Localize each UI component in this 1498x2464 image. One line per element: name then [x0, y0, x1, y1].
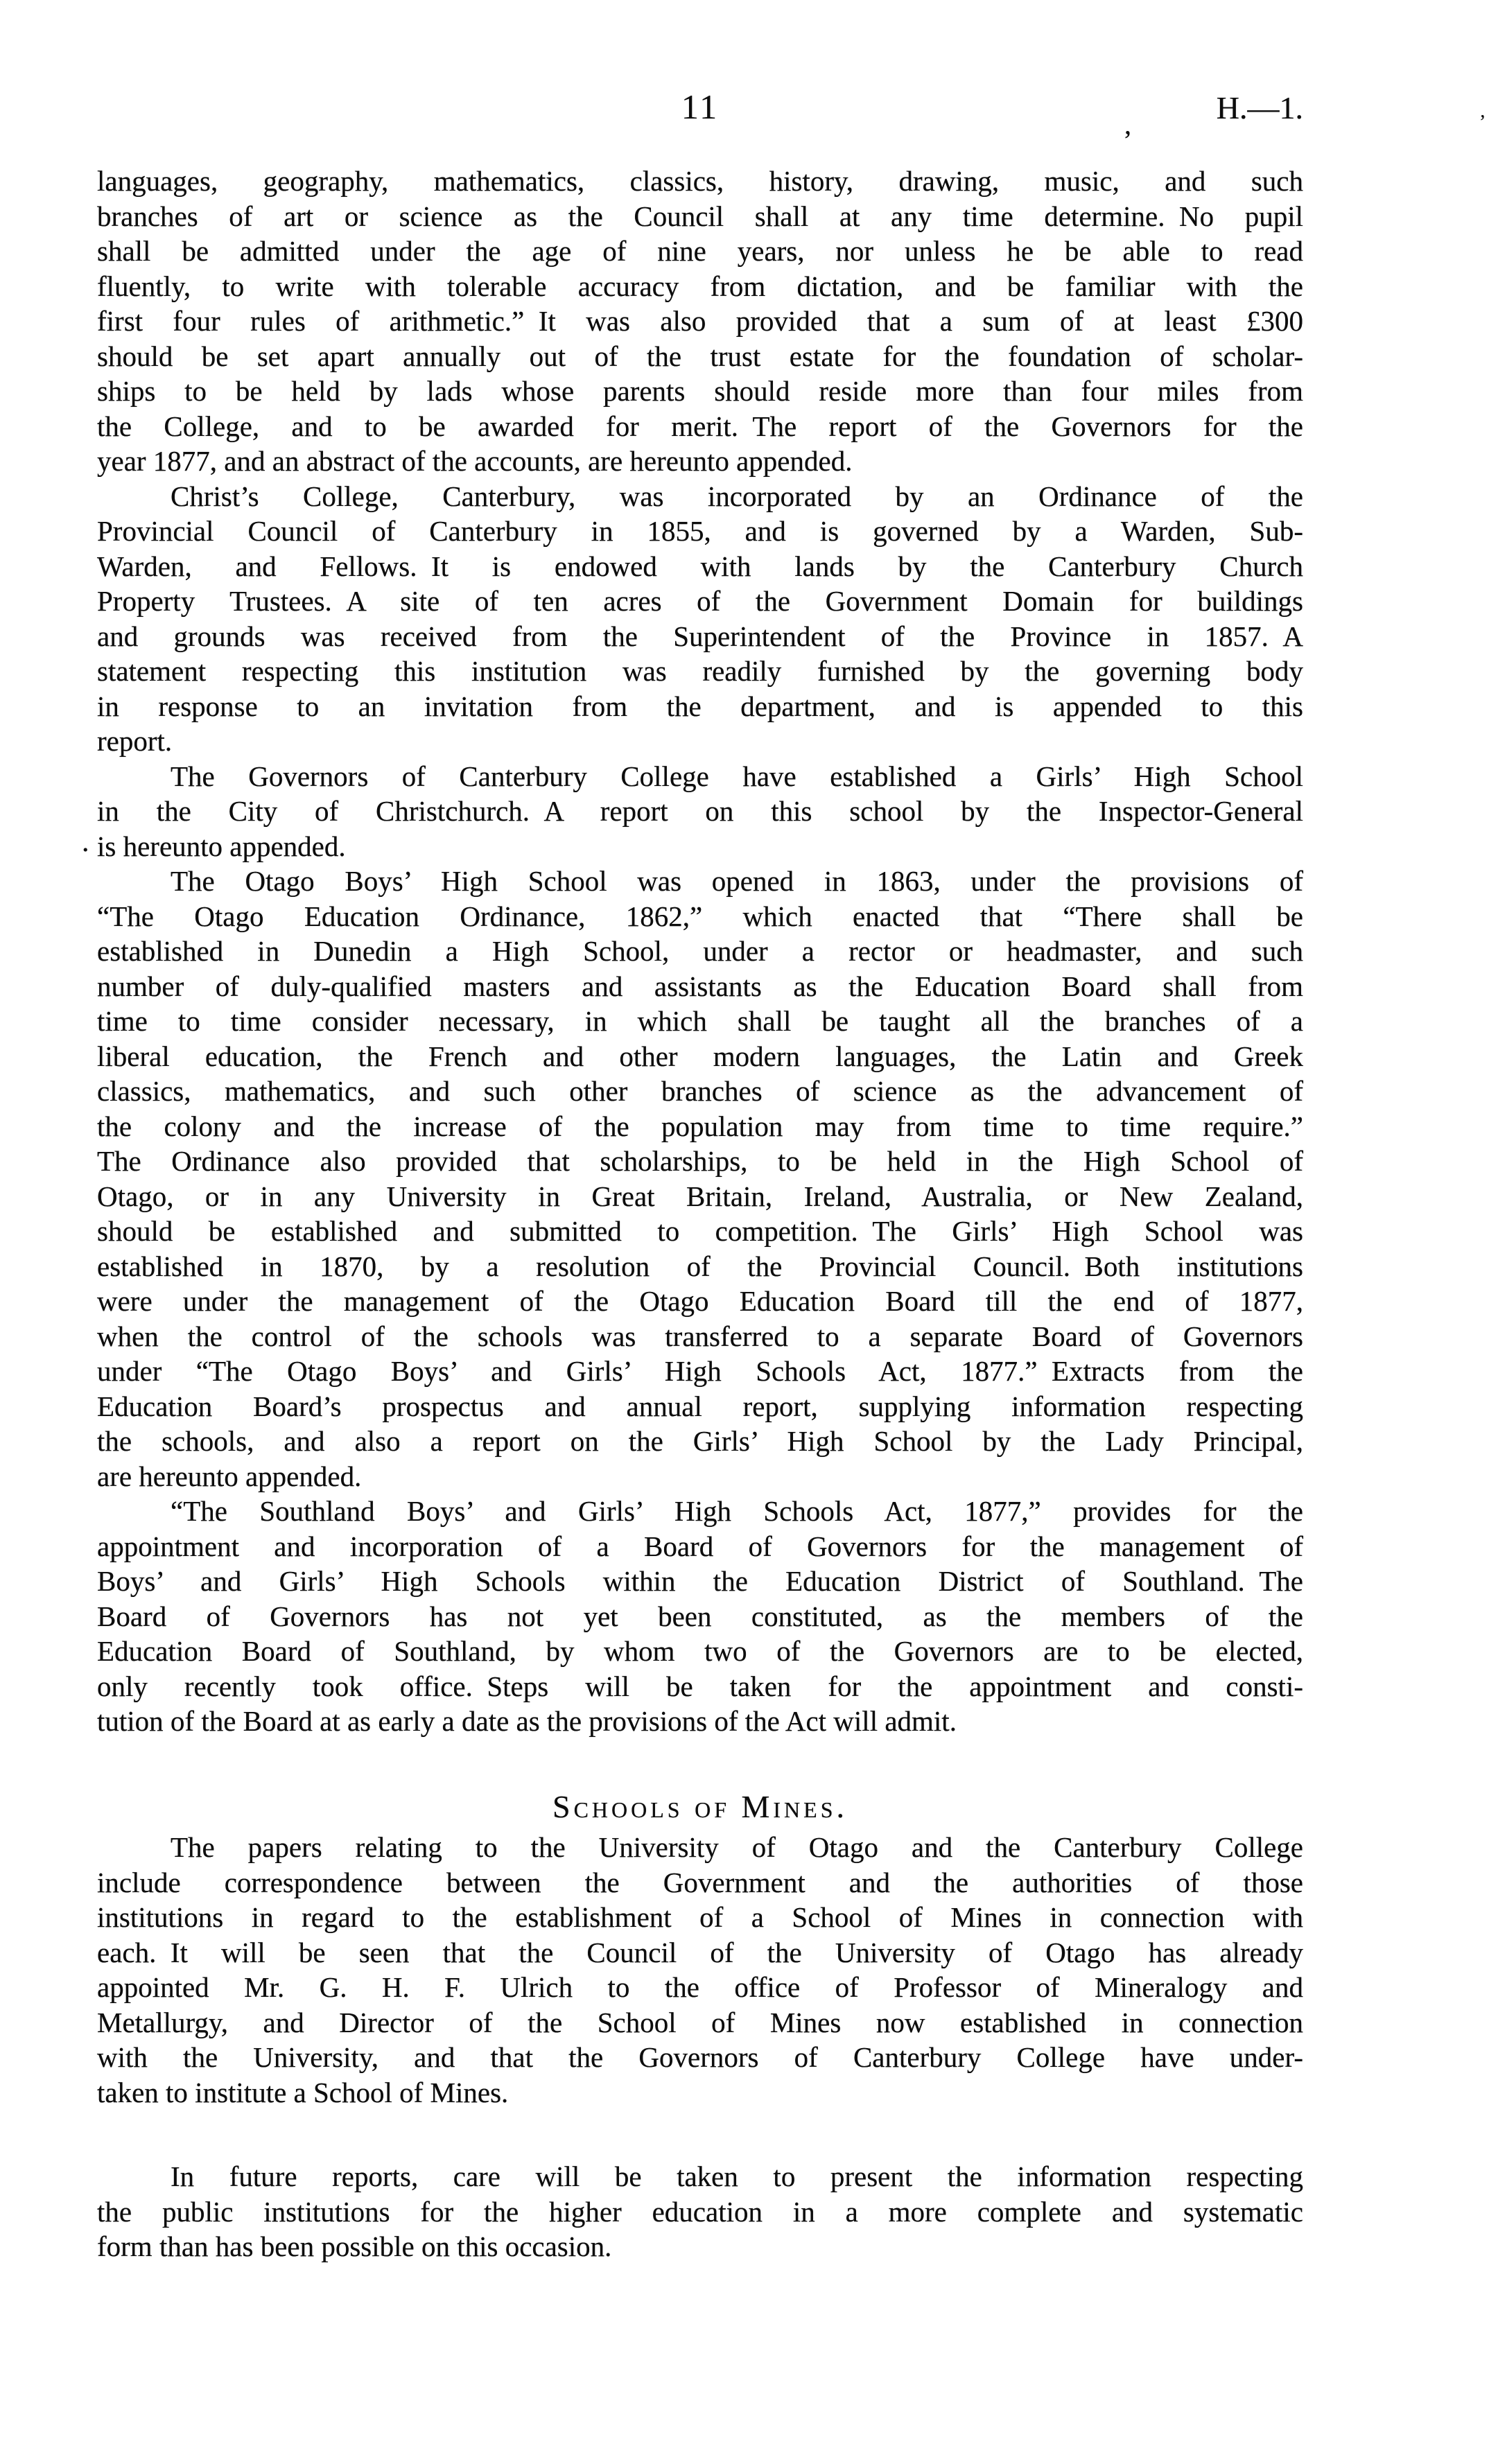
- text-line: under “The Otago Boys’ and Girls’ High Schools Act, 1877.” Extracts from the: [97, 1355, 1303, 1387]
- text-line: statement respecting this institution was readily furnished by the governing body: [97, 655, 1303, 687]
- text-line: and grounds was received from the Superintendent of the Province in 1857. A: [97, 620, 1303, 652]
- page-number: 11: [681, 87, 720, 126]
- text-line: The Otago Boys’ High School was opened in 1863, under the provisions of: [171, 865, 1303, 897]
- text-line: established in 1870, by a resolution of the Provincial Council. Both institutions: [97, 1250, 1303, 1282]
- paragraph: [97, 759, 1303, 864]
- paragraph: [97, 864, 1303, 1494]
- text-line: Education Board of Southland, by whom two of the Governors are to be elected,: [97, 1635, 1303, 1667]
- text-line: with the University, and that the Governors of Canterbury College have under-: [97, 2041, 1303, 2073]
- text-line: The Governors of Canterbury College have established a Girls’ High School: [171, 760, 1303, 792]
- text-line: Metallurgy, and Director of the School of Mines now established in connection: [97, 2006, 1303, 2038]
- text-line: when the control of the schools was transferred to a separate Board of Governors: [97, 1320, 1303, 1352]
- text-line: “The Southland Boys’ and Girls’ High Schools Act, 1877,” provides for the: [171, 1495, 1303, 1527]
- paragraph: [97, 1830, 1303, 2110]
- document-body: [97, 164, 1303, 2264]
- text-line: are hereunto appended.: [97, 1460, 362, 1492]
- text-line: in the City of Christchurch. A report on this school by the Inspector-General: [97, 795, 1303, 827]
- scan-artifact: ’: [1479, 112, 1486, 133]
- text-line: Boys’ and Girls’ High Schools within the Education District of Southland. The: [97, 1565, 1303, 1597]
- paragraph: [97, 479, 1303, 759]
- text-line: each. It will be seen that the Council of the University of Otago has already: [97, 1936, 1303, 1968]
- text-line: The papers relating to the University of Otago and the Canterbury College: [171, 1831, 1303, 1863]
- text-line: appointment and incorporation of a Board of Governors for the management of: [97, 1530, 1303, 1562]
- text-line: Warden, and Fellows. It is endowed with lands by the Canterbury Church: [97, 550, 1303, 582]
- page-header: [97, 89, 1303, 125]
- text-line: Education Board’s prospectus and annual report, supplying information respecting: [97, 1390, 1303, 1422]
- text-line: Provincial Council of Canterbury in 1855, and is governed by a Warden, Sub-: [97, 515, 1303, 547]
- text-line: year 1877, and an abstract of the accounts, are hereunto appended.: [97, 445, 853, 477]
- scan-artifact: ,: [1124, 109, 1131, 140]
- text-line: include correspondence between the Government and the authorities of those: [97, 1866, 1303, 1898]
- text-line: the schools, and also a report on the Girls’ High School by the Lady Principal,: [97, 1425, 1303, 1457]
- text-line: report.: [97, 725, 173, 757]
- text-line: in response to an invitation from the department, and is appended to this: [97, 690, 1303, 722]
- text-line: taken to institute a School of Mines.: [97, 2076, 509, 2108]
- text-line: should be set apart annually out of the trust estate for the foundation of scholar-: [97, 340, 1303, 372]
- text-line: Christ’s College, Canterbury, was incorporated by an Ordinance of the: [171, 480, 1303, 512]
- text-line: form than has been possible on this occasion.: [97, 2230, 612, 2262]
- scan-artifact: .: [82, 826, 89, 858]
- text-line: is hereunto appended.: [97, 830, 346, 862]
- doc-reference: H.—1.: [1216, 90, 1303, 125]
- text-line: Property Trustees. A site of ten acres of the Government Domain for buildings: [97, 585, 1303, 617]
- text-line: only recently took office. Steps will be taken for the appointment and consti-: [97, 1670, 1303, 1702]
- text-line: should be established and submitted to competition. The Girls’ High School was: [97, 1215, 1303, 1247]
- text-line: tution of the Board at as early a date as the provisions of the Act will admit.: [97, 1705, 957, 1737]
- text-line: languages, geography, mathematics, classics, history, drawing, music, and such: [97, 165, 1303, 197]
- text-line: established in Dunedin a High School, under a rector or headmaster, and such: [97, 935, 1303, 967]
- text-line: ships to be held by lads whose parents should reside more than four miles from: [97, 375, 1303, 407]
- text-line: “The Otago Education Ordinance, 1862,” which enacted that “There shall be: [97, 900, 1303, 932]
- text-line: first four rules of arithmetic.” It was also provided that a sum of at least £300: [97, 305, 1303, 337]
- text-line: were under the management of the Otago Education Board till the end of 1877,: [97, 1285, 1303, 1317]
- text-line: branches of art or science as the Council shall at any time determine. No pupil: [97, 200, 1303, 232]
- paragraph: [97, 164, 1303, 479]
- text-line: Board of Governors has not yet been constituted, as the members of the: [97, 1600, 1303, 1632]
- text-line: appointed Mr. G. H. F. Ulrich to the office of Professor of Mineralogy and: [97, 1971, 1303, 2003]
- paragraph: [97, 1494, 1303, 1739]
- text-line: time to time consider necessary, in which shall be taught all the branches of a: [97, 1005, 1303, 1037]
- section-heading: Schools of Mines.: [552, 1788, 848, 1824]
- text-line: shall be admitted under the age of nine years, nor unless he be able to read: [97, 235, 1303, 267]
- text-line: The Ordinance also provided that scholarships, to be held in the High School of: [97, 1145, 1303, 1177]
- text-line: institutions in regard to the establishment of a School of Mines in connection with: [97, 1901, 1303, 1933]
- text-line: In future reports, care will be taken to present the information respecting: [171, 2160, 1303, 2192]
- text-line: the colony and the increase of the population may from time to time require.”: [97, 1110, 1303, 1142]
- text-line: the public institutions for the higher education in a more complete and systematic: [97, 2195, 1303, 2228]
- text-line: liberal education, the French and other modern languages, the Latin and Greek: [97, 1040, 1303, 1072]
- text-line: the College, and to be awarded for merit. The report of the Governors for the: [97, 410, 1303, 442]
- text-line: classics, mathematics, and such other branches of science as the advancement of: [97, 1075, 1303, 1107]
- text-line: number of duly-qualified masters and assistants as the Education Board shall from: [97, 970, 1303, 1002]
- text-line: fluently, to write with tolerable accuracy from dictation, and be familiar with the: [97, 270, 1303, 302]
- paragraph: [97, 2159, 1303, 2264]
- text-line: Otago, or in any University in Great Britain, Ireland, Australia, or New Zealand,: [97, 1180, 1303, 1212]
